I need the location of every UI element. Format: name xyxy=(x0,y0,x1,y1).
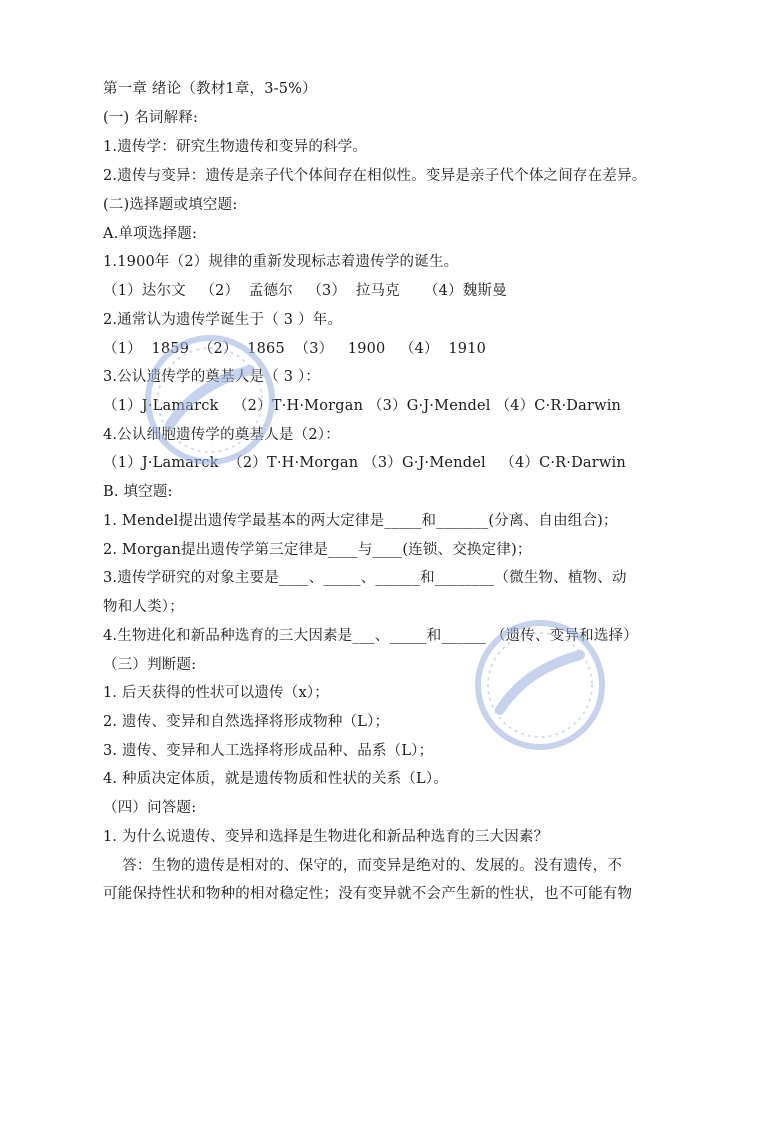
watermark-seal xyxy=(140,330,280,470)
options-line: （1）J·Lamarck （2）T·H·Morgan （3）G·J·Mendel （4）C·R·Darwin xyxy=(103,398,622,414)
judgment-line: 2. 遗传、变异和自然选择将形成物种（L）； xyxy=(103,714,390,730)
question-line: 1. 为什么说遗传、变异和选择是生物进化和新品种选育的三大因素？ xyxy=(103,829,549,845)
fill-blank-line: 1. Mendel提出遗传学最基本的两大定律是_____和_______(分离、自由组合)； xyxy=(103,513,618,529)
subsection-heading: A.单项选择题: xyxy=(103,226,198,242)
subsection-heading: B. 填空题: xyxy=(103,484,173,500)
question-line: 2.通常认为遗传学诞生于（ 3 ）年。 xyxy=(103,312,343,328)
fill-blank-line: 3.遗传学研究的对象主要是____、_____、______和________（微生物、植物、动 xyxy=(103,570,627,586)
section-heading: (一) 名词解释: xyxy=(103,110,199,126)
section-heading: (二)选择题或填空题: xyxy=(103,197,238,213)
options-line: （1）达尔文 （2） 孟德尔 （3） 拉马克 （4）魏斯曼 xyxy=(103,283,507,299)
fill-blank-line-continued: 物和人类）； xyxy=(103,599,184,615)
options-line: （1）J·Lamarck （2）T·H·Morgan （3）G·J·Mendel （4）C·R·Darwin xyxy=(103,455,626,471)
fill-blank-line: 4.生物进化和新品种选育的三大因素是___、_____和______ （遗传、变异和选择） xyxy=(103,628,638,644)
options-line: （1） 1859 （2） 1865 （3） 1900 （4） 1910 xyxy=(103,341,487,357)
judgment-line: 3. 遗传、变异和人工选择将形成品种、品系（L）； xyxy=(103,743,434,759)
question-line: 4.公认细胞遗传学的奠基人是（2）： xyxy=(103,427,340,443)
question-line: 1.1900年（2）规律的重新发现标志着遗传学的诞生。 xyxy=(103,254,459,270)
answer-line: 答：生物的遗传是相对的、保守的，而变异是绝对的、发展的。没有遗传，不 xyxy=(103,858,623,874)
watermark-seal xyxy=(470,615,610,755)
answer-line: 可能保持性状和物种的相对稳定性；没有变异就不会产生新的性状，也不可能有物 xyxy=(103,886,633,902)
judgment-line: 4. 种质决定体质，就是遗传物质和性状的关系（L）。 xyxy=(103,771,449,787)
chapter-title: 第一章 绪论（教材1章，3-5%） xyxy=(103,81,317,97)
judgment-line: 1. 后天获得的性状可以遗传（x）； xyxy=(103,685,329,701)
text-line: 1.遗传学：研究生物遗传和变异的科学。 xyxy=(103,139,368,155)
question-line: 3.公认遗传学的奠基人是（ 3 ）： xyxy=(103,369,321,385)
fill-blank-line: 2. Morgan提出遗传学第三定律是____与____(连锁、交换定律)； xyxy=(103,542,532,558)
section-heading: （四）问答题: xyxy=(103,800,197,816)
text-line: 2.遗传与变异：遗传是亲子代个体间存在相似性。变异是亲子代个体之间存在差异。 xyxy=(103,168,647,184)
section-heading: （三）判断题: xyxy=(103,657,197,673)
